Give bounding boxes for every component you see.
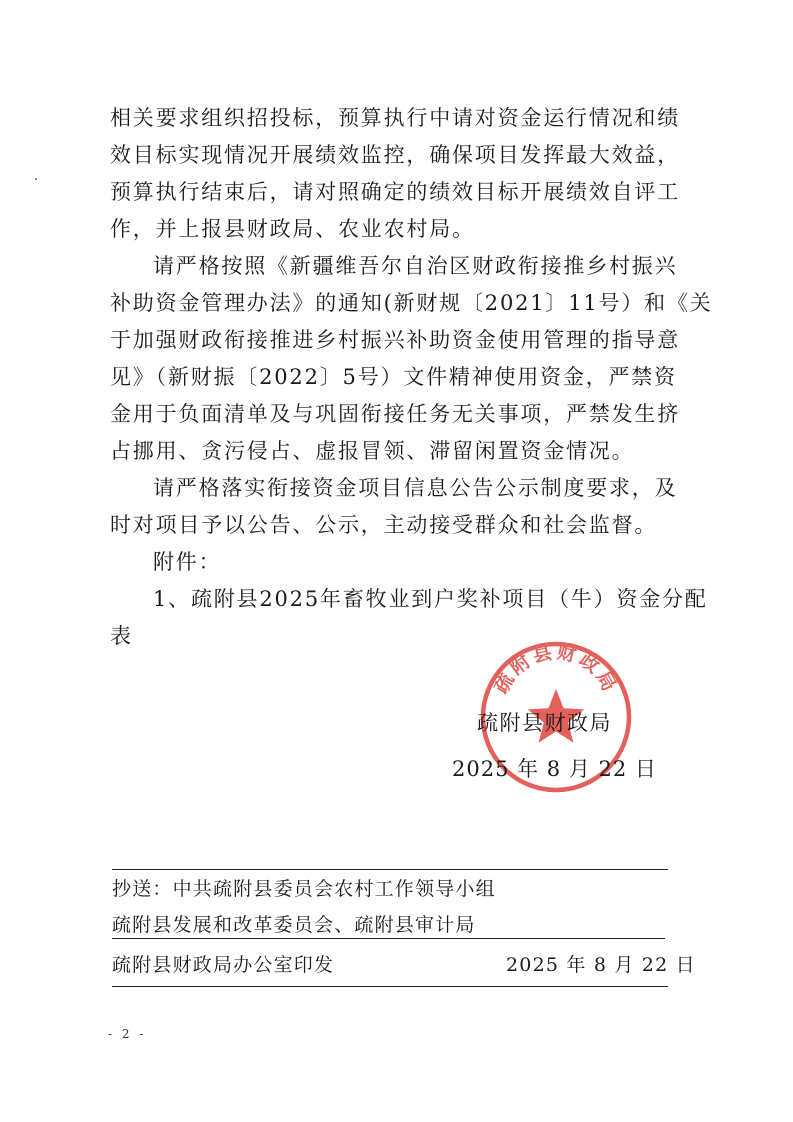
cc-line-2: 疏附县发展和改革委员会、疏附县审计局	[112, 914, 476, 936]
document-body	[110, 100, 713, 655]
signature-org: 疏附县财政局	[477, 711, 612, 735]
issue-date: 2025 年 8 月 22 日	[506, 954, 696, 976]
footer-top-rule	[112, 869, 668, 870]
footer-mid-rule	[112, 938, 665, 939]
body-line: 补助资金管理办法》的通知(新财规〔2021〕11号）和《关	[110, 291, 713, 315]
body-line: 金用于负面清单及与巩固衔接任务无关事项，严禁发生挤	[110, 402, 680, 426]
signature-date: 2025 年 8 月 22 日	[452, 757, 657, 781]
attachment-item: 1、疏附县2025年畜牧业到户奖补项目（牛）资金分配	[153, 587, 708, 611]
scan-speck	[35, 178, 37, 180]
issuer: 疏附县财政局办公室印发	[112, 954, 335, 976]
attachment-item-cont: 表	[110, 624, 133, 648]
body-line: 预算执行结束后，请对照确定的绩效目标开展绩效自评工	[110, 180, 680, 204]
seal-text: 疏附县财政局	[490, 640, 622, 698]
body-line: 相关要求组织招投标，预算执行中请对资金运行情况和绩	[110, 106, 680, 130]
body-line: 占挪用、贪污侵占、虚报冒领、滞留闲置资金情况。	[110, 439, 635, 463]
cc-line-1	[112, 875, 496, 903]
page-number: - 2 -	[108, 1027, 147, 1041]
body-line: 请严格按照《新疆维吾尔自治区财政衔接推乡村振兴	[153, 254, 678, 278]
body-line: 于加强财政衔接推进乡村振兴补助资金使用管理的指导意	[110, 328, 680, 352]
body-line: 作，并上报县财政局、农业农村局。	[110, 217, 475, 241]
body-line: 效目标实现情况开展绩效监控，确保项目发挥最大效益，	[110, 143, 680, 167]
attachment-label: 附件：	[153, 550, 222, 574]
body-line: 见》（新财振〔2022〕5号）文件精神使用资金，严禁资	[110, 365, 677, 389]
cc-recipient: 中共疏附县委员会农村工作领导小组	[172, 878, 496, 900]
footer-bottom-rule	[112, 986, 668, 987]
body-line: 时对项目予以公告、公示，主动接受群众和社会监督。	[110, 513, 658, 537]
body-line: 请严格落实衔接资金项目信息公告公示制度要求，及	[153, 476, 678, 500]
cc-label: 抄送：	[112, 878, 173, 900]
